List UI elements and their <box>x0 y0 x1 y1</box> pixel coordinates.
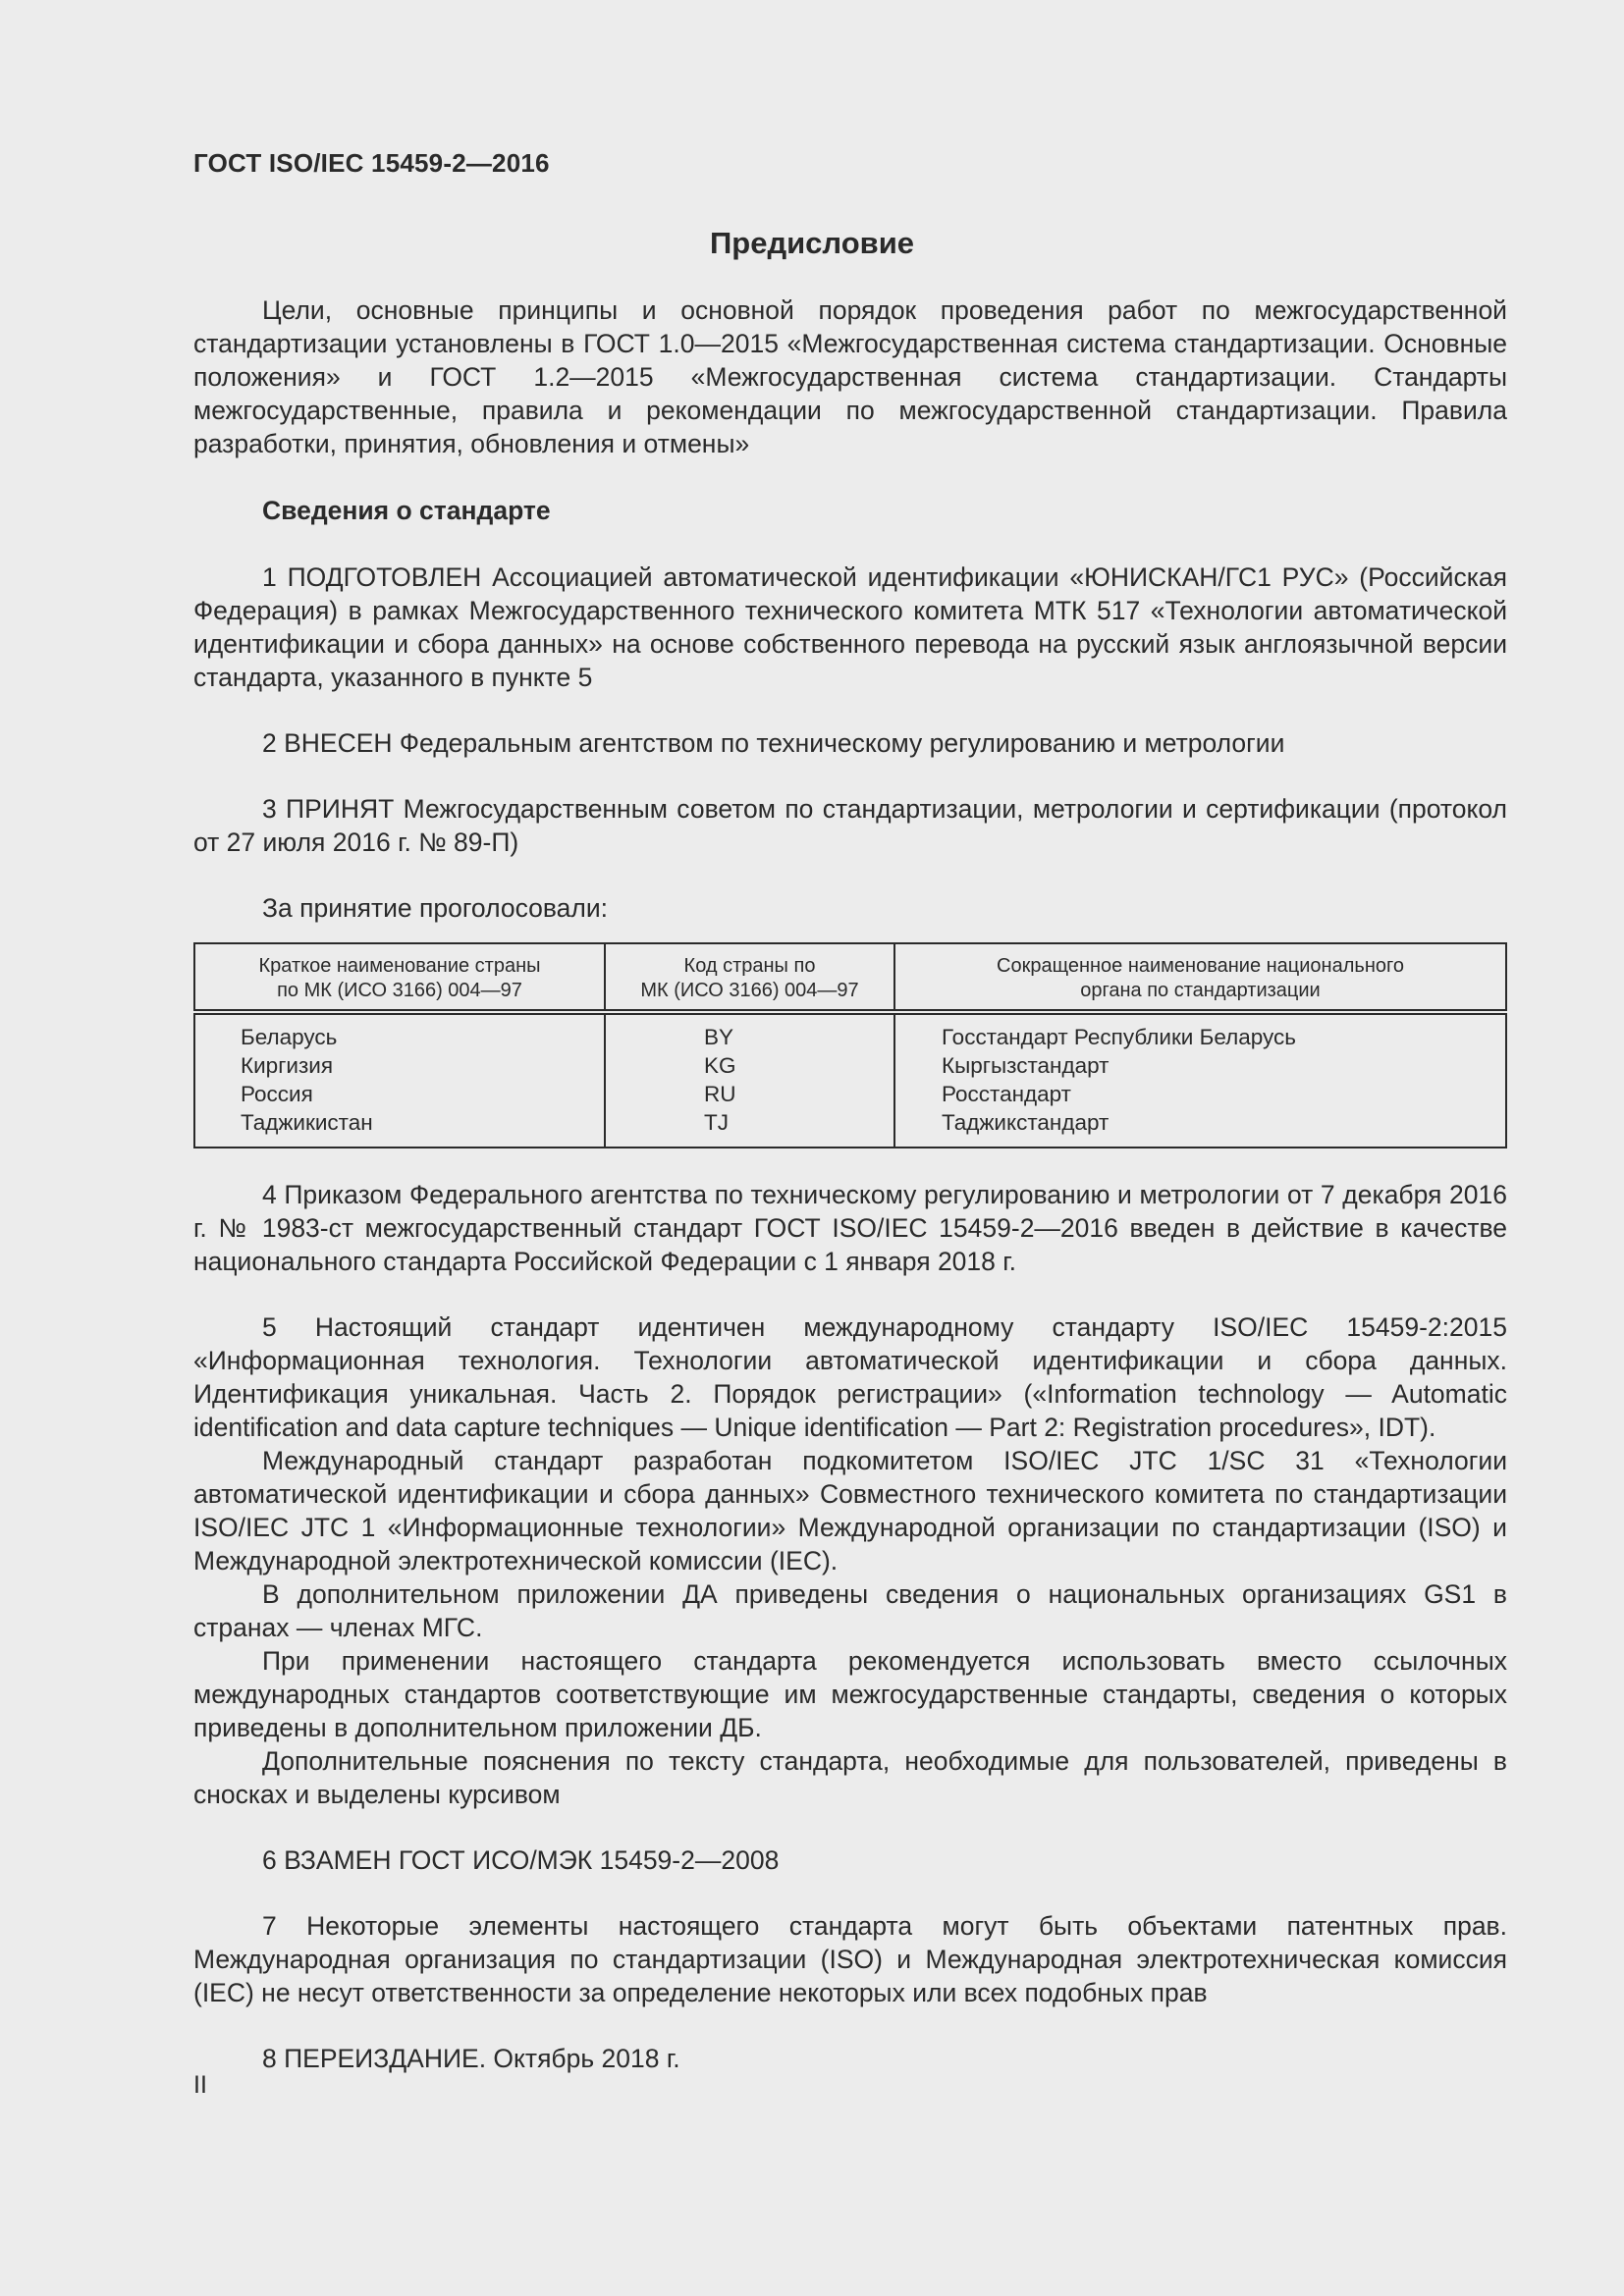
organization-name: Таджикстандарт <box>942 1110 1110 1135</box>
table-header-row <box>194 943 1506 1012</box>
item-5-subparagraph: В дополнительном приложении ДА приведены сведения о национальных организациях GS1 в странах — членах МГС. <box>193 1579 1507 1642</box>
header-org-line2: органа по стандартизации <box>1080 980 1321 1001</box>
item-2-paragraph: 2 ВНЕСЕН Федеральным агентством по техническому регулированию и метрологии <box>262 728 1285 758</box>
country-codes-cell <box>605 1012 894 1148</box>
page-number: II <box>193 2071 207 2099</box>
item-5-subparagraph: При применении настоящего стандарта рекомендуется использовать вместо ссылочных международных стандартов соответствующие им межгосударственные стандарты, сведения о которых приведены в дополнительном приложении ДБ. <box>193 1646 1507 1742</box>
item-5-paragraph: 5 Настоящий стандарт идентичен международному стандарту ISO/IEC 15459-2:2015 «Информационная технология. Технологии автоматической идентификации и сбора данных. Идентификация уникальная. Часть 2. Порядок регистрации» («Information technology — Automatic identification and data capture techniques — Unique identification — Part 2: Registration procedures», IDT). <box>193 1312 1507 1442</box>
voted-label: За принятие проголосовали: <box>262 893 609 923</box>
item-7-paragraph: 7 Некоторые элементы настоящего стандарта могут быть объектами патентных прав. Международная организация по стандартизации (ISO) и Международная электротехническая комиссия (IEC) не несут ответственности за определение некоторых или всех подобных прав <box>193 1911 1507 2007</box>
item-6-paragraph: 6 ВЗАМЕН ГОСТ ИСО/МЭК 15459-2—2008 <box>262 1845 780 1875</box>
table-body-row <box>194 1012 1506 1148</box>
member-states-table <box>193 942 1507 1148</box>
item-1-paragraph: 1 ПОДГОТОВЛЕН Ассоциацией автоматической идентификации «ЮНИСКАН/ГС1 РУС» (Российская Федерация) в рамках Межгосударственного технического комитета МТК 517 «Технологии автоматической идентификации и сбора данных» на основе собственного перевода на русский язык англоязычной версии стандарта, указанного в пункте 5 <box>193 562 1507 692</box>
table-header-organization <box>894 943 1506 1012</box>
item-5-subparagraph: Международный стандарт разработан подкомитетом ISO/IEC JTC 1/SC 31 «Технологии автоматической идентификации и сбора данных» Совместного технического комитета по стандартизации ISO/IEC JTC 1 «Информационные технологии» Международной организации по стандартизации (ISO) и Международной электротехнической комиссии (IEC). <box>193 1446 1507 1575</box>
header-code-line1: Код страны по <box>683 955 816 977</box>
country-name: Беларусь <box>241 1025 338 1049</box>
country-code: KG <box>704 1053 736 1078</box>
preface-content <box>193 294 1507 2075</box>
item-5-subparagraph: Дополнительные пояснения по тексту стандарта, необходимые для пользователей, приведены в сносках и выделены курсивом <box>193 1746 1507 1809</box>
organizations-cell <box>894 1012 1506 1148</box>
item-4-paragraph: 4 Приказом Федерального агентства по техническому регулированию и метрологии от 7 декабря 2016 г. № 1983-ст межгосударственный стандарт ГОСТ ISO/IEC 15459-2—2016 введен в действие в качестве национального стандарта Российской Федерации с 1 января 2018 г. <box>193 1180 1507 1276</box>
intro-paragraph: Цели, основные принципы и основной порядок проведения работ по межгосударственной стандартизации установлены в ГОСТ 1.0—2015 «Межгосударственная система стандартизации. Основные положения» и ГОСТ 1.2—2015 «Межгосударственная система стандартизации. Стандарты межгосударственные, правила и рекомендации по межгосударственной стандартизации. Правила разработки, принятия, обновления и отмены» <box>193 295 1507 458</box>
header-org-line1: Сокращенное наименование национального <box>997 955 1404 977</box>
country-name: Россия <box>241 1082 313 1106</box>
item-8-paragraph: 8 ПЕРЕИЗДАНИЕ. Октябрь 2018 г. <box>262 2044 680 2073</box>
organization-name: Кыргызстандарт <box>942 1053 1110 1078</box>
table-header-code <box>605 943 894 1012</box>
country-code: BY <box>704 1025 734 1049</box>
country-name: Таджикистан <box>241 1110 373 1135</box>
item-3-paragraph: 3 ПРИНЯТ Межгосударственным советом по стандартизации, метрологии и сертификации (протокол от 27 июля 2016 г. № 89-П) <box>193 794 1507 857</box>
organization-name: Госстандарт Республики Беларусь <box>942 1025 1297 1049</box>
table-header-country <box>194 943 605 1012</box>
section-subheading: Сведения о стандарте <box>262 496 551 525</box>
header-country-line1: Краткое наименование страны <box>258 955 541 977</box>
page-title: Предисловие <box>709 226 914 260</box>
country-code: RU <box>704 1082 736 1106</box>
header-code-line2: МК (ИСО 3166) 004—97 <box>640 980 859 1001</box>
country-code: TJ <box>704 1110 729 1135</box>
document-code-header: ГОСТ ISO/IEC 15459-2—2016 <box>193 148 550 178</box>
header-country-line2: по МК (ИСО 3166) 004—97 <box>277 980 522 1001</box>
organization-name: Росстандарт <box>942 1082 1071 1106</box>
country-name: Киргизия <box>241 1053 334 1078</box>
country-names-cell <box>194 1012 605 1148</box>
